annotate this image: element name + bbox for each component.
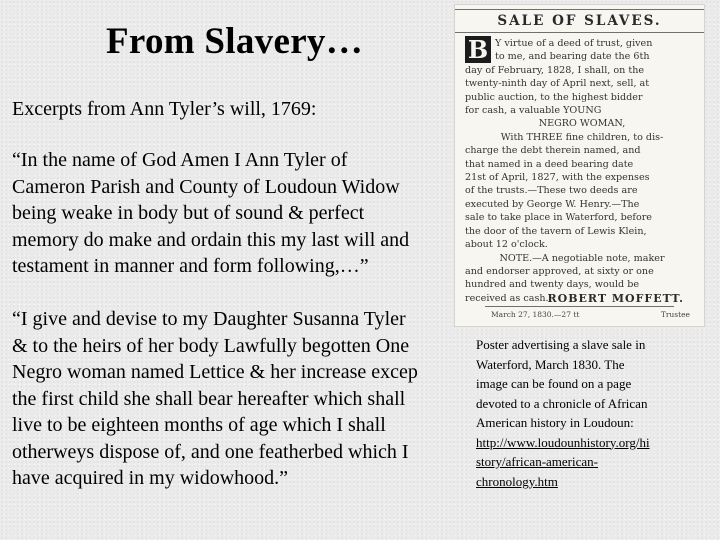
clipping-line: executed by George W. Henry.—The [465, 198, 640, 210]
quote-line: otherweys dispose of, and one featherbed which I [12, 440, 409, 463]
clipping-signature-rule [485, 306, 674, 307]
clipping-line: and endorser approved, at sixty or one [465, 265, 654, 277]
clipping-line: received as cash. [465, 292, 549, 304]
clipping-line: about 12 o'clock. [465, 239, 548, 251]
quote-line: Negro woman named Lettice & her increase excep [12, 361, 418, 383]
caption-line: devoted to a chronicle of African [476, 395, 648, 411]
will-quote-bequest [12, 306, 474, 492]
quote-line: the first child she shall bear hereafter which shall [12, 387, 406, 410]
clipping-line: With THREE fine children, to dis- [500, 131, 664, 143]
sale-of-slaves-newspaper-clipping [454, 4, 705, 327]
quote-line: “I give and devise to my Daughter Susanna Tyler [12, 308, 406, 330]
quote-line: testament in manner and form following,…” [12, 255, 369, 277]
clipping-line: NEGRO WOMAN, [538, 118, 626, 130]
clipping-top-rule [455, 9, 704, 10]
clipping-line: for cash, a valuable YOUNG [465, 105, 602, 117]
clipping-line: charge the debt therein named, and [465, 145, 641, 157]
slide-title: From Slavery… [106, 21, 364, 62]
clipping-line: sale to take place in Waterford, before [465, 212, 652, 224]
will-excerpt-subtitle: Excerpts from Ann Tyler’s will, 1769: [12, 98, 317, 120]
quote-line: “In the name of God Amen I Ann Tyler of [12, 149, 348, 171]
image-caption [476, 335, 710, 491]
clipping-line: twenty-ninth day of April next, sell, at [465, 78, 650, 90]
clipping-line: hundred and twenty days, would be [465, 279, 640, 291]
clipping-line: of the trusts.—These two deeds are [465, 185, 638, 197]
caption-line: Poster advertising a slave sale in [476, 337, 646, 352]
quote-line: being weake in body but of sound & perfect [12, 202, 365, 224]
link-line[interactable]: chronology.htm [476, 473, 558, 489]
clipping-line: NOTE.—A negotiable note, maker [499, 252, 665, 264]
quote-line: have acquired in my widowhood.” [12, 467, 289, 489]
loudoun-history-link[interactable] [476, 433, 710, 492]
clipping-dropcap: B [465, 36, 491, 63]
clipping-heading-rule [455, 32, 704, 33]
clipping-line: public auction, to the highest bidder [465, 91, 643, 103]
clipping-body [465, 37, 699, 305]
caption-line: American history in Loudoun: [476, 415, 634, 430]
link-line[interactable]: http://www.loudounhistory.org/hi [476, 434, 650, 450]
quote-line: Cameron Parish and County of Loudoun Widow [12, 175, 400, 198]
clipping-line: 21st of April, 1827, with the expenses [465, 172, 650, 184]
clipping-line: the door of the tavern of Lewis Klein, [465, 225, 647, 237]
clipping-line: that named in a deed bearing date [465, 158, 634, 170]
will-quote-opening [12, 147, 409, 280]
link-line[interactable]: story/african-american- [476, 454, 598, 469]
clipping-trustee: Trustee [660, 310, 690, 319]
clipping-signature: ROBERT MOFFETT. [547, 292, 684, 305]
clipping-line: Y virtue of a deed of trust, given [495, 38, 653, 49]
caption-line: image can be found on a page [476, 376, 632, 391]
clipping-line: day of February, 1828, I shall, on the [465, 64, 645, 76]
clipping-heading: SALE OF SLAVES. [497, 13, 662, 29]
clipping-line: to me, and bearing date the 6th [495, 51, 650, 63]
quote-line: live to be eighteen months of age which I shall [12, 414, 386, 436]
clipping-date: March 27, 1830.—27 tt [491, 310, 580, 319]
quote-line: & to the heirs of her body Lawfully begotten One [12, 334, 410, 357]
quote-line: memory do make and ordain this my last will and [12, 228, 410, 251]
caption-line: Waterford, March 1830. The [476, 356, 625, 372]
